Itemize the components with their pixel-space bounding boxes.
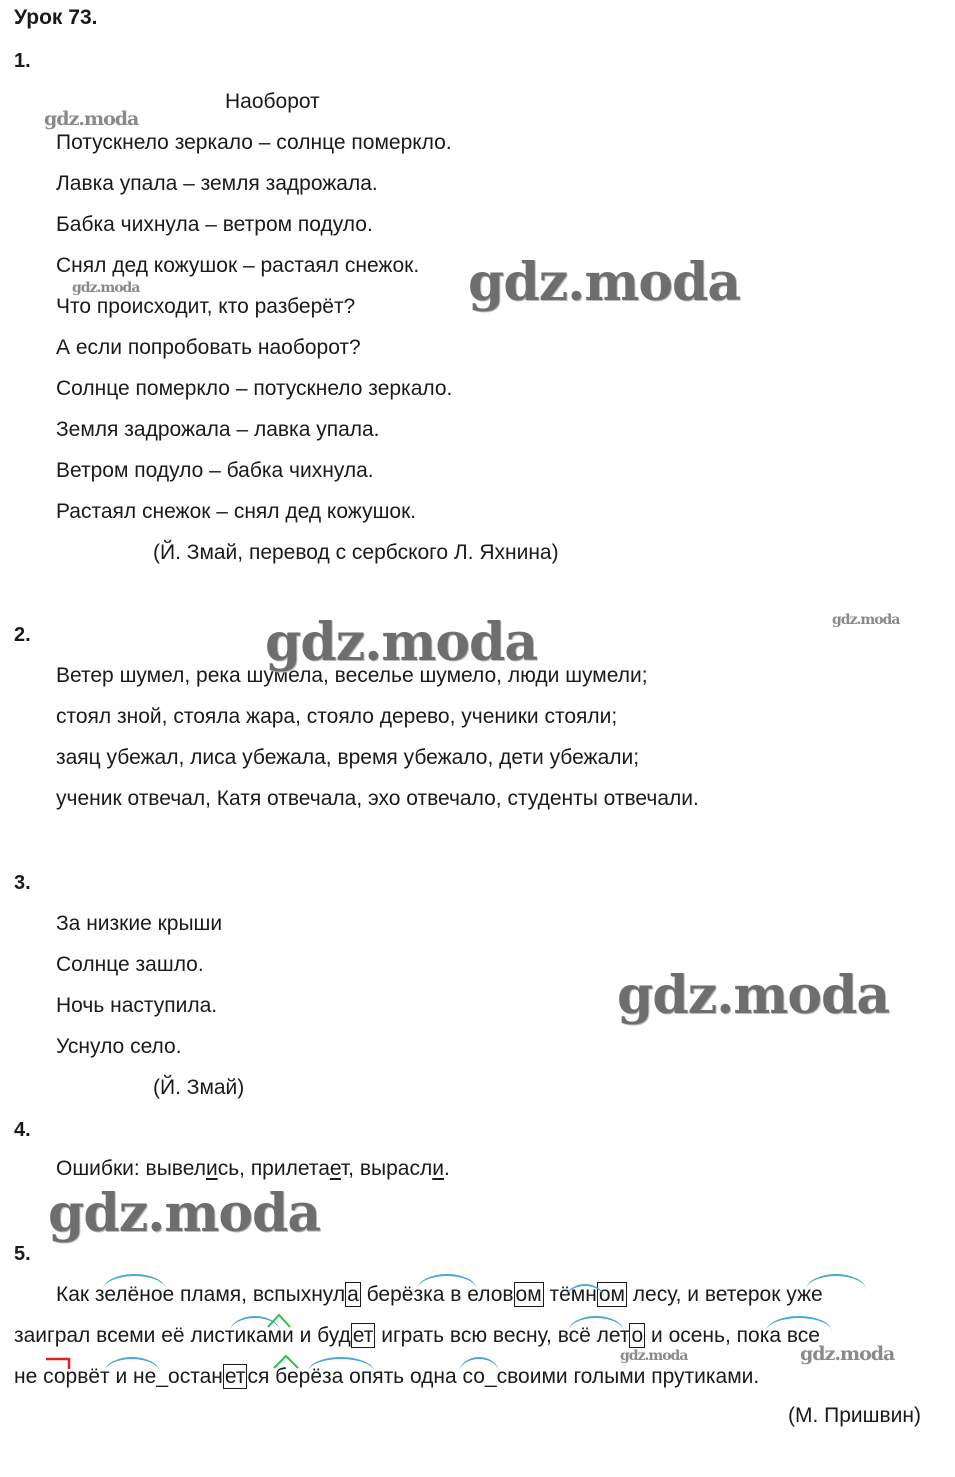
ending-box: а (347, 1283, 359, 1306)
sentence-line: заяц убежал, лиса убежала, время убежало, дети убежали; (56, 746, 640, 769)
sentence-line: ученик отвечал, Катя отвечала, эхо отвечало, студенты отвечали. (56, 787, 699, 810)
watermark: gdz.moda (72, 280, 140, 296)
poem-line: Растаял снежок – снял дед кожушок. (56, 500, 417, 523)
watermark: gdz.moda (265, 612, 538, 673)
text-line-2: заиграл всеми её листиками и будет играть всю весну, всё лето и осень, пока все (14, 1324, 820, 1347)
page-title: Урок 73. (14, 6, 98, 29)
watermark: gdz.moda (44, 108, 139, 130)
task-3-number: 3. (14, 872, 31, 894)
poem-line: Бабка чихнула – ветром подуло. (56, 213, 373, 236)
poem-line: А если попробовать наоборот? (56, 336, 361, 359)
errors-label: Ошибки: (56, 1157, 140, 1180)
poem-line: Лавка упала – земля задрожала. (56, 172, 378, 195)
text-line-3: не сорвёт и не_останется берёза опять одна со_своими голыми прутиками. (14, 1365, 760, 1388)
task-1-number: 1. (14, 50, 31, 72)
watermark: gdz.moda (832, 612, 900, 628)
error-word: прилетает, (250, 1157, 354, 1180)
sentence-line: Ветер шумел, река шумела, веселье шумело, люди шумели; (56, 664, 648, 687)
poem-line: Уснуло село. (56, 1035, 182, 1058)
poem-line: Солнце зашло. (56, 953, 204, 976)
watermark: gdz.moda (468, 252, 741, 313)
task-3-author: (Й. Змай) (153, 1076, 245, 1099)
ending-box: ом (598, 1283, 625, 1306)
poem-line: Солнце померкло – потускнело зеркало. (56, 377, 453, 400)
task-1-heading: Наоборот (225, 90, 320, 113)
watermark: gdz.moda (48, 1183, 321, 1244)
ending-box: ет (352, 1324, 374, 1347)
task-5-number: 5. (14, 1243, 31, 1265)
task-4-number: 4. (14, 1119, 31, 1141)
error-word: вывелись, (145, 1157, 245, 1180)
poem-line: Что происходит, кто разберёт? (56, 295, 356, 318)
poem-line: Ветром подуло – бабка чихнула. (56, 459, 374, 482)
ending-box: ом (515, 1283, 542, 1306)
watermark: gdz.moda (800, 1343, 895, 1365)
task-2-number: 2. (14, 624, 31, 646)
poem-line: Потускнело зеркало – солнце померкло. (56, 131, 452, 154)
poem-line: Снял дед кожушок – растаял снежок. (56, 254, 420, 277)
watermark: gdz.moda (617, 965, 890, 1026)
watermark: gdz.moda (620, 1348, 688, 1364)
ending-box: о (631, 1324, 644, 1347)
poem-line: Ночь наступила. (56, 994, 218, 1017)
poem-line: Земля задрожала – лавка упала. (56, 418, 380, 441)
ending-box: ет (224, 1365, 246, 1388)
task-5-author: (М. Пришвин) (788, 1404, 921, 1427)
task-1-author: (Й. Змай, перевод с сербского Л. Яхнина) (153, 541, 559, 564)
errors-line (56, 1155, 450, 1183)
poem-line: За низкие крыши (56, 912, 223, 935)
text-line-1: Как зелёное пламя, вспыхнула берёзка в еловом тёмном лесу, и ветерок уже (56, 1283, 823, 1306)
sentence-line: стоял зной, стояла жара, стояло дерево, ученики стояли; (56, 705, 618, 728)
error-word: вырасли. (359, 1157, 450, 1180)
